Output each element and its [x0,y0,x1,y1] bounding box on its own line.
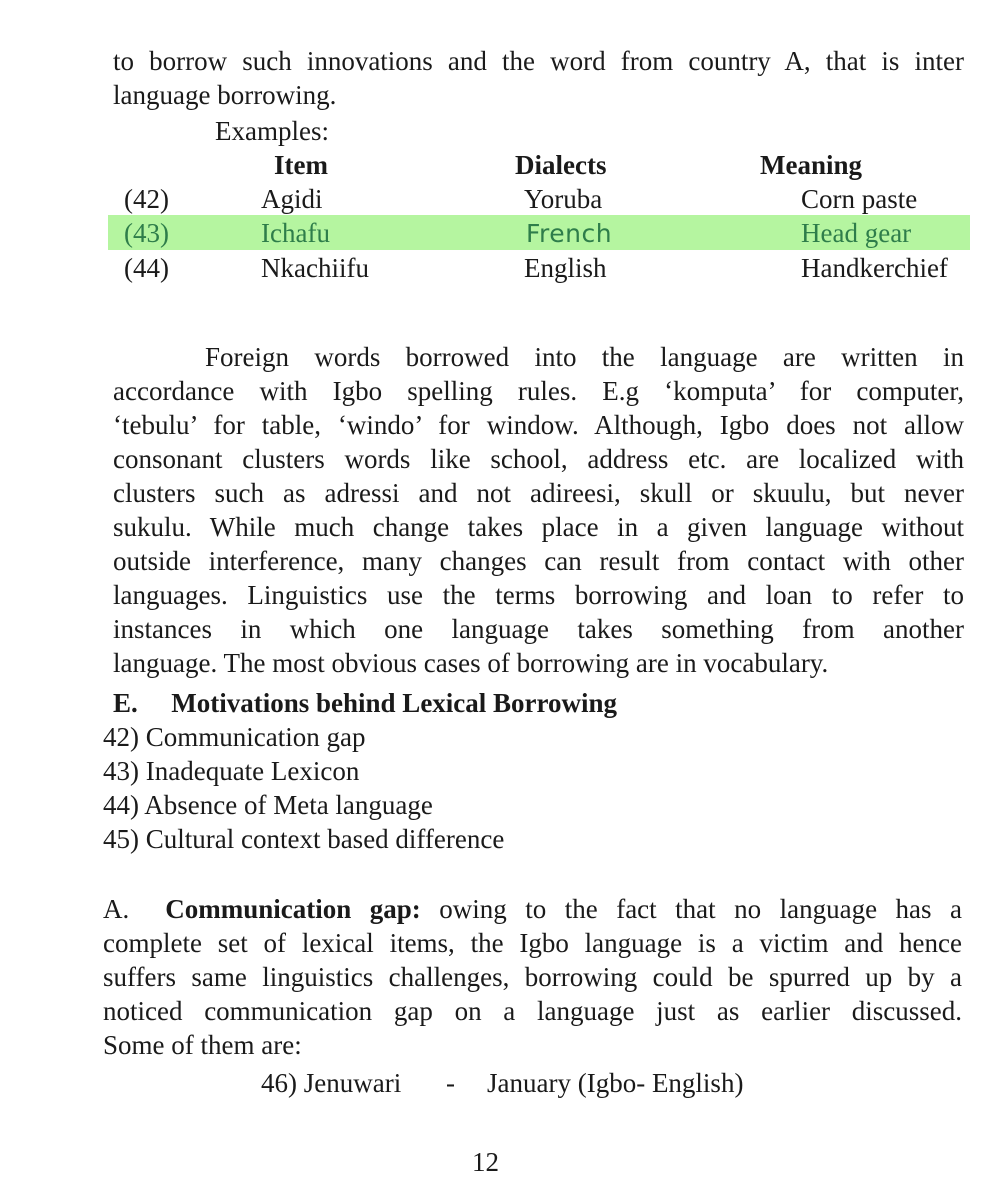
row-meaning: Corn paste [801,184,918,214]
page-number: 12 [472,1147,499,1177]
paragraph-line: sukulu. While much change takes place in a given language without [113,512,964,542]
table-header-meaning: Meaning [760,150,863,180]
list-item: 43) Inadequate Lexicon [103,756,360,786]
row-dialect: French [526,219,613,248]
paragraph-line: suffers same linguistics challenges, borrowing could be spurred up by a [103,962,962,992]
examples-label: Examples: [215,116,329,146]
intro-line-2: language borrowing. [113,80,337,110]
section-title: Motivations behind Lexical Borrowing [171,688,618,718]
list-item: 42) Communication gap [103,722,366,752]
paragraph-line: Some of them are: [103,1030,302,1060]
paragraph-line: noticed communication gap on a language just as earlier discussed. [103,996,962,1026]
row-item: Agidi [261,184,323,214]
paragraph-line: Foreign words borrowed into the language are written in [205,342,964,372]
paragraph-first-line-rest: owing to the fact that no language has a [439,894,963,924]
paragraph-communication-gap [103,892,962,1062]
paragraph-line: accordance with Igbo spelling rules. E.g ‘komputa’ for computer, [113,376,964,406]
row-number: (43) [124,218,169,248]
row-dialect: Yoruba [524,184,603,214]
example-46-gloss: January (Igbo- English) [487,1068,744,1098]
row-number: (44) [124,253,169,283]
paragraph-line: outside interference, many changes can result from contact with other [113,546,964,576]
paragraph-line [103,892,962,926]
example-46-dash: - [446,1068,455,1098]
intro-text [113,44,964,112]
paragraph-line: languages. Linguistics use the terms borrowing and loan to refer to [113,580,964,610]
row-number: (42) [124,184,169,214]
example-46-label: 46) Jenuwari [261,1068,402,1098]
paragraph-foreign-words [113,340,964,680]
row-meaning: Handkerchief [801,253,948,283]
table-header-item: Item [274,150,328,180]
paragraph-line: clusters such as adressi and not adireesi, skull or skuulu, but never [113,478,964,508]
row-item: Nkachiifu [261,253,369,283]
row-dialect: English [524,253,607,283]
intro-line-1: to borrow such innovations and the word from country A, that is inter [113,46,964,76]
section-heading [113,686,617,720]
motivations-list [103,720,504,856]
list-item: 44) Absence of Meta language [103,790,433,820]
paragraph-letter: A. [103,894,130,924]
paragraph-line: consonant clusters words like school, address etc. are localized with [113,444,964,474]
row-item: Ichafu [261,218,330,248]
paragraph-line: instances in which one language takes something from another [113,614,964,644]
table-header-dialects: Dialects [515,150,607,180]
paragraph-lead: Communication gap: [165,894,421,924]
list-item: 45) Cultural context based difference [103,824,505,854]
paragraph-line: language. The most obvious cases of borrowing are in vocabulary. [113,648,829,678]
row-meaning: Head gear [801,218,912,248]
section-letter: E. [113,688,138,718]
paragraph-line: ‘tebulu’ for table, ‘windo’ for window. Although, Igbo does not allow [113,410,964,440]
paragraph-line: complete set of lexical items, the Igbo language is a victim and hence [103,928,962,958]
